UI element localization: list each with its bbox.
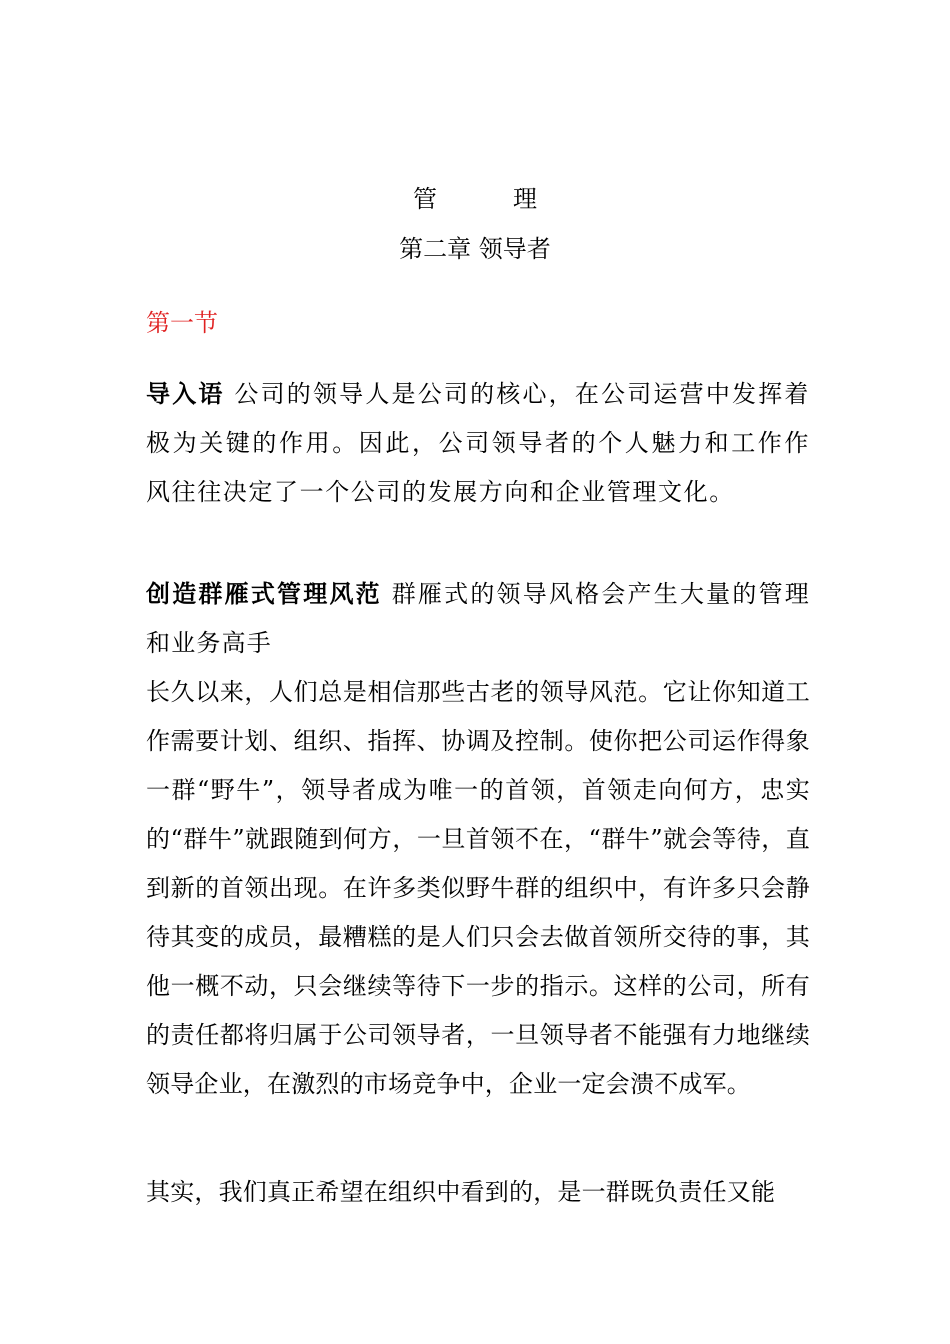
title-char-right: 理 xyxy=(513,185,537,213)
body-paragraph-1: 长久以来，人们总是相信那些古老的领导风范。它让你知道工作需要计划、组织、指挥、协调及控制。使你把公司运作得象一群“野牛”，领导者成为唯一的首领，首领走向何方，忠实的“群牛”就跟随到何方，一旦首领不在，“群牛”就会等待，直到新的首领出现。在许多类似野牛群的组织中，有许多只会静待其变的成员，最糟糕的是人们只会去做首领所交待的事，其他一概不动，只会继续等待下一步的指示。这样的公司，所有的责任都将归属于公司领导者，一旦领导者不能强有力地继续领导企业，在激烈的市场竞争中，企业一定会溃不成军。 xyxy=(146,678,810,1098)
chapter-heading: 第二章 领导者 xyxy=(399,235,551,263)
intro-paragraph xyxy=(146,370,810,517)
lead-label: 创造群雁式管理风范 xyxy=(146,580,382,608)
document-title xyxy=(0,184,950,214)
body-paragraph-2: 其实，我们真正希望在组织中看到的，是一群既负责任又能 xyxy=(146,1178,776,1206)
section-heading: 第一节 xyxy=(146,309,218,337)
intro-text: 公司的领导人是公司的核心，在公司运营中发挥着极为关键的作用。因此，公司领导者的个人魅力和工作作风往往决定了一个公司的发展方向和企业管理文化。 xyxy=(146,380,810,506)
intro-label: 导入语 xyxy=(146,380,225,408)
title-char-left: 管 xyxy=(413,185,437,213)
lead-text: 群雁式的领导风格会产生大量的管理和业务高手 xyxy=(146,580,810,657)
lead-paragraph xyxy=(146,570,810,668)
